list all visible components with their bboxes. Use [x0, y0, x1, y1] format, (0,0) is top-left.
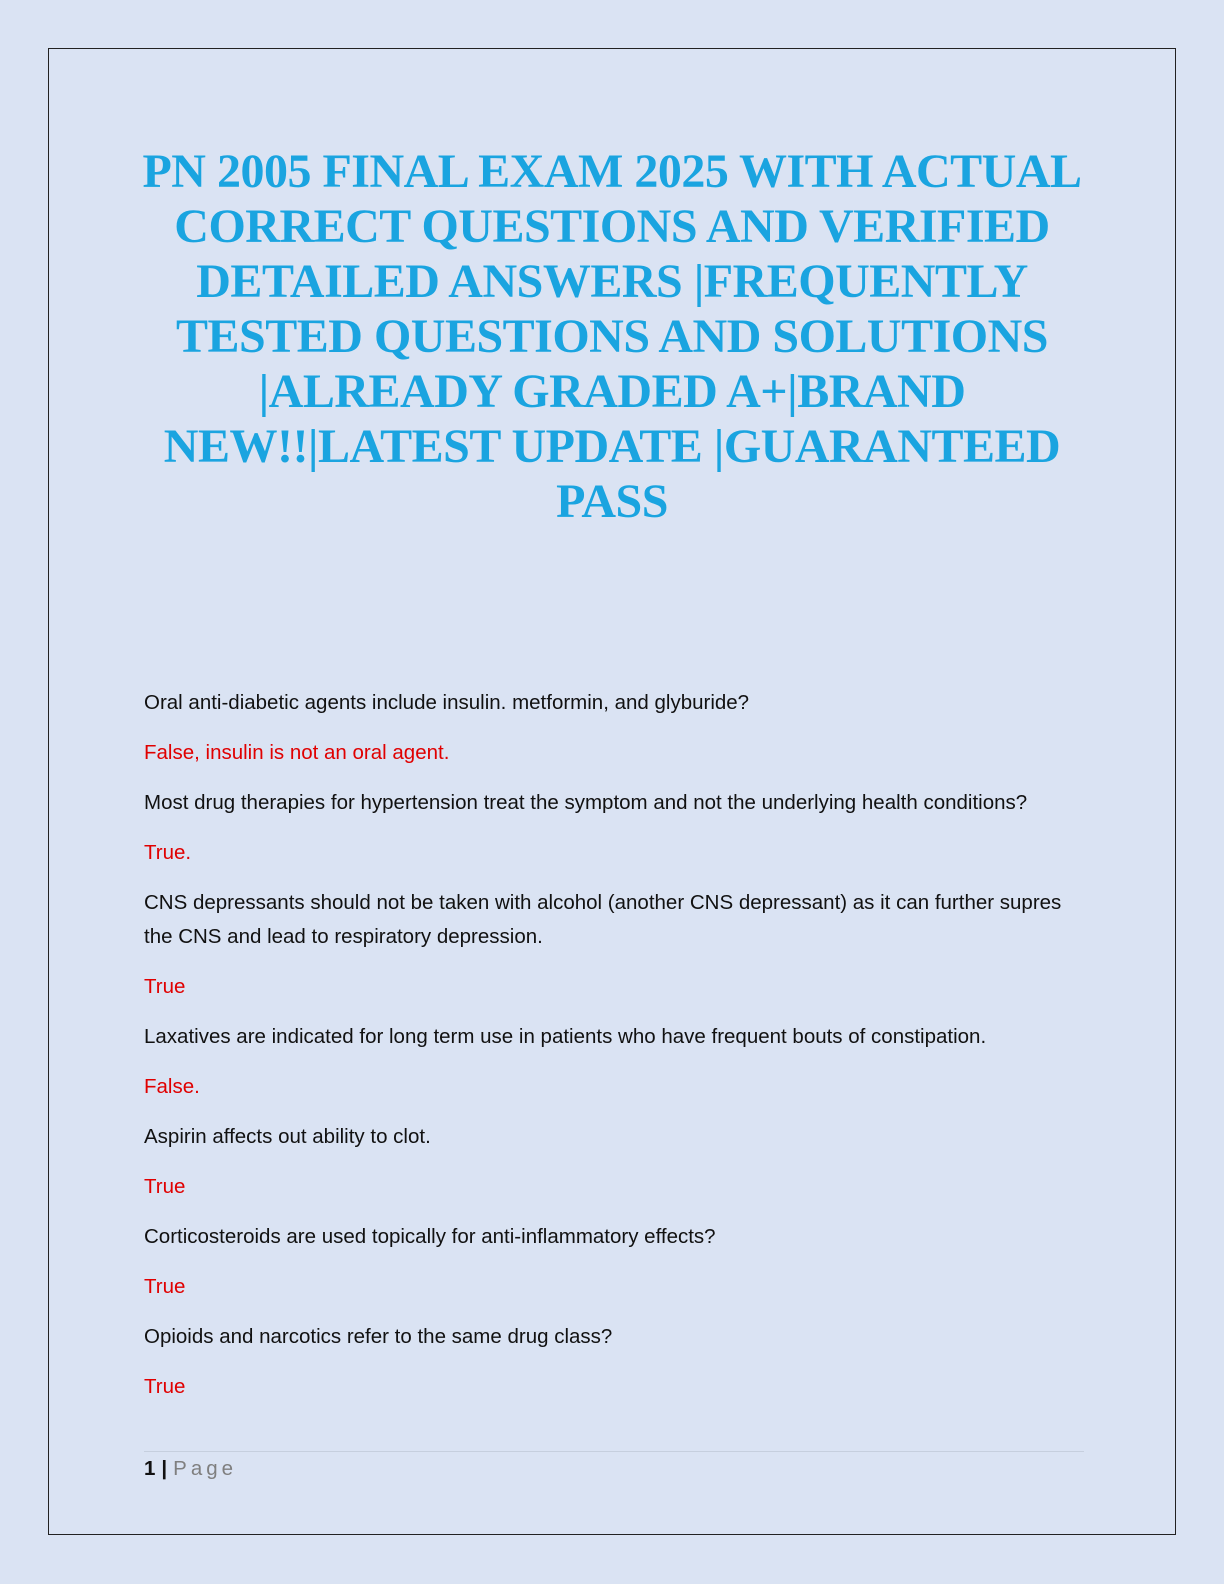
footer-divider — [144, 1451, 1084, 1452]
question-text: Laxatives are indicated for long term use in patients who have frequent bouts of constipation. — [144, 1025, 987, 1048]
document-title: PN 2005 FINAL EXAM 2025 WITH ACTUAL CORRECT QUESTIONS AND VERIFIED DETAILED ANSWERS |FREQUENTLY TESTED QUESTIONS AND SOLUTIONS |ALREADY GRADED A+|BRAND NEW!!|LATEST UPDATE |GUARANTEED PASS — [142, 145, 1082, 528]
question-text: Oral anti-diabetic agents include insulin. metformin, and glyburide? — [144, 691, 750, 714]
page-label: Page — [173, 1457, 238, 1480]
page-number: 1 — [144, 1457, 156, 1480]
question-text: Corticosteroids are used topically for anti-inflammatory effects? — [144, 1225, 716, 1248]
qa-list — [144, 686, 1084, 1420]
question-text: Opioids and narcotics refer to the same drug class? — [144, 1325, 613, 1348]
page-footer — [144, 1455, 237, 1483]
answer-text: False. — [144, 1075, 200, 1098]
answer-text: True — [144, 1375, 186, 1398]
answer-text: False, insulin is not an oral agent. — [144, 741, 450, 764]
question-text: Most drug therapies for hypertension treat the symptom and not the underlying health conditions? — [144, 791, 1028, 814]
answer-text: True — [144, 975, 186, 998]
footer-separator: | — [161, 1457, 168, 1480]
answer-text: True. — [144, 841, 192, 864]
question-text: CNS depressants should not be taken with alcohol (another CNS depressant) as it can further supres the CNS and lead to respiratory depression. — [144, 891, 1062, 948]
answer-text: True — [144, 1275, 186, 1298]
question-text: Aspirin affects out ability to clot. — [144, 1125, 431, 1148]
answer-text: True — [144, 1175, 186, 1198]
